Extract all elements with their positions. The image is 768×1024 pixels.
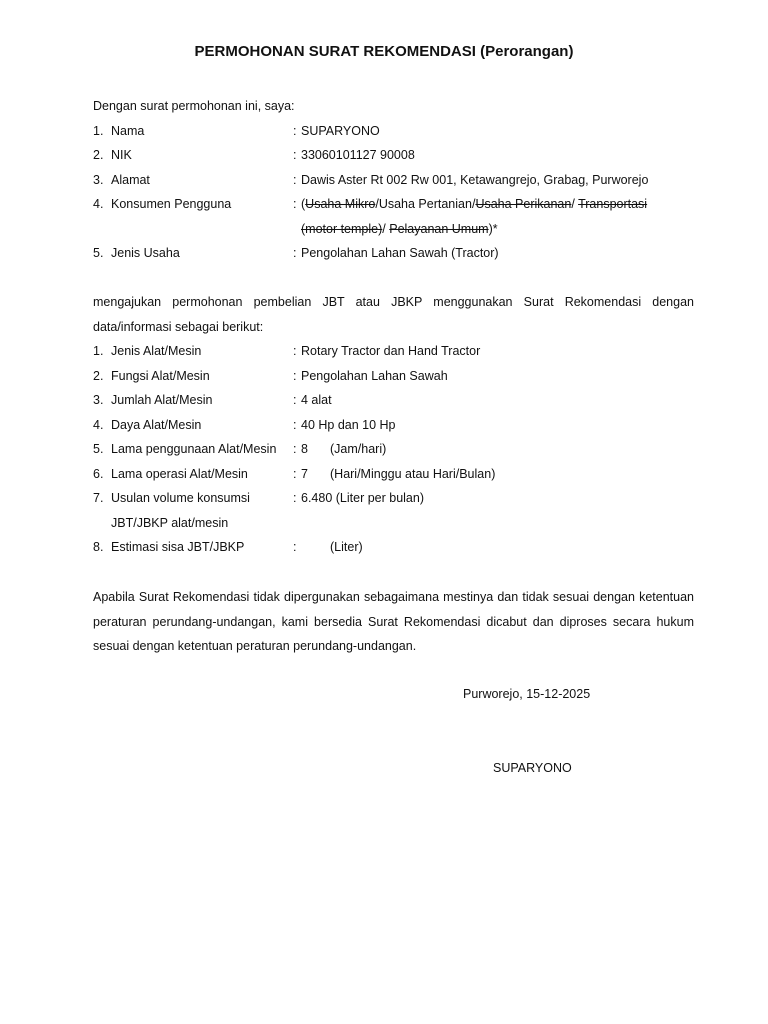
colon: :: [293, 418, 297, 432]
intro-text: Dengan surat permohonan ini, saya:: [93, 99, 295, 113]
paren-open: (: [301, 197, 306, 211]
colon: :: [293, 173, 297, 187]
colon: :: [293, 491, 297, 505]
field-value: SUPARYONO: [301, 124, 380, 138]
field-label: Nama: [111, 124, 145, 138]
item-number: 7.: [93, 491, 104, 505]
equipment-row-jenis: [93, 344, 694, 364]
field-value: 33060101127 90008: [301, 148, 415, 162]
separator: /: [375, 197, 379, 211]
item-number: 2.: [93, 369, 104, 383]
equipment-row-jumlah: [93, 393, 694, 413]
item-number: 3.: [93, 393, 104, 407]
signatory-name: SUPARYONO: [493, 761, 572, 775]
field-label: Jenis Usaha: [111, 246, 180, 260]
field-label: Lama operasi Alat/Mesin: [111, 467, 248, 481]
field-value: 8: [301, 442, 308, 456]
place-date: Purworejo, 15-12-2025: [463, 687, 591, 701]
option-usaha-pertanian: Usaha Pertanian: [378, 197, 472, 211]
option-usaha-mikro: Usaha Mikro: [305, 197, 376, 211]
equipment-row-fungsi: [93, 369, 694, 389]
item-number: 4.: [93, 418, 104, 432]
separator: /: [471, 197, 476, 211]
colon: :: [293, 148, 297, 162]
field-label: Jenis Alat/Mesin: [111, 344, 202, 358]
field-value: 6.480 (Liter per bulan): [301, 491, 424, 505]
item-number: 2.: [93, 148, 104, 162]
field-value: Rotary Tractor dan Hand Tractor: [301, 344, 481, 358]
field-label: Daya Alat/Mesin: [111, 418, 202, 432]
option-usaha-perikanan: Usaha Perikanan: [475, 197, 572, 211]
applicant-row-nik: [93, 148, 694, 168]
separator: /: [382, 222, 390, 236]
field-value: Dawis Aster Rt 002 Rw 001, Ketawangrejo, Grabag, Purworejo: [301, 173, 649, 187]
applicant-row-nama: [93, 124, 694, 144]
equipment-row-usulan: [93, 491, 694, 511]
separator: /: [571, 197, 579, 211]
field-label: Fungsi Alat/Mesin: [111, 369, 210, 383]
field-value: 40 Hp dan 10 Hp: [301, 418, 396, 432]
konsumen-options: [301, 197, 647, 211]
closing-paragraph: Apabila Surat Rekomendasi tidak dipergunakan sebagaimana mestinya dan tidak sesuai dengan ketentuan peraturan perundang-undangan, kami bersedia Surat Rekomendasi dicabut dan diproses secara hukum sesuai dengan ketentuan peraturan perundang-undangan.: [93, 590, 694, 653]
field-value: 7: [301, 467, 308, 481]
request-paragraph: mengajukan permohonan pembelian JBT atau JBKP menggunakan Surat Rekomendasi dengan data/informasi sebagai berikut:: [93, 295, 694, 334]
field-label: Estimasi sisa JBT/JBKP: [111, 540, 245, 554]
item-number: 1.: [93, 344, 104, 358]
paren-close: )*: [488, 222, 498, 236]
colon: :: [293, 442, 297, 456]
field-value: Pengolahan Lahan Sawah (Tractor): [301, 246, 499, 260]
equipment-row-lama-penggunaan: [93, 442, 694, 462]
field-label: NIK: [111, 148, 132, 162]
item-number: 5.: [93, 442, 104, 456]
colon: :: [293, 197, 297, 211]
document-title: PERMOHONAN SURAT REKOMENDASI (Perorangan): [194, 43, 574, 60]
item-number: 4.: [93, 197, 104, 211]
colon: :: [293, 124, 297, 138]
colon: :: [293, 467, 297, 481]
field-unit: (Hari/Minggu atau Hari/Bulan): [330, 467, 496, 481]
field-value: 4 alat: [301, 393, 332, 407]
option-motor-temple: (motor temple): [301, 222, 383, 236]
equipment-row-estimasi: [93, 540, 694, 560]
item-number: 1.: [93, 124, 104, 138]
item-number: 8.: [93, 540, 104, 554]
colon: :: [293, 540, 297, 554]
konsumen-options-continued: [301, 222, 498, 236]
colon: :: [293, 344, 297, 358]
field-unit: (Jam/hari): [330, 442, 387, 456]
colon: :: [293, 369, 297, 383]
field-label: Konsumen Pengguna: [111, 197, 232, 211]
field-label: Jumlah Alat/Mesin: [111, 393, 213, 407]
item-number: 5.: [93, 246, 104, 260]
equipment-row-lama-operasi: [93, 467, 694, 487]
field-label: Usulan volume konsumsi: [111, 491, 250, 505]
applicant-row-jenis-usaha: [93, 246, 694, 266]
field-label: Alamat: [111, 173, 150, 187]
colon: :: [293, 246, 297, 260]
item-number: 6.: [93, 467, 104, 481]
field-unit: (Liter): [330, 540, 363, 554]
colon: :: [293, 393, 297, 407]
applicant-row-alamat: [93, 173, 694, 193]
field-label: Lama penggunaan Alat/Mesin: [111, 442, 277, 456]
field-value: Pengolahan Lahan Sawah: [301, 369, 448, 383]
equipment-row-daya: [93, 418, 694, 438]
option-transportasi: Transportasi: [578, 197, 648, 211]
applicant-row-konsumen: [93, 197, 694, 217]
field-label-continued: JBT/JBKP alat/mesin: [111, 516, 229, 530]
item-number: 3.: [93, 173, 104, 187]
option-pelayanan-umum: Pelayanan Umum: [389, 222, 489, 236]
